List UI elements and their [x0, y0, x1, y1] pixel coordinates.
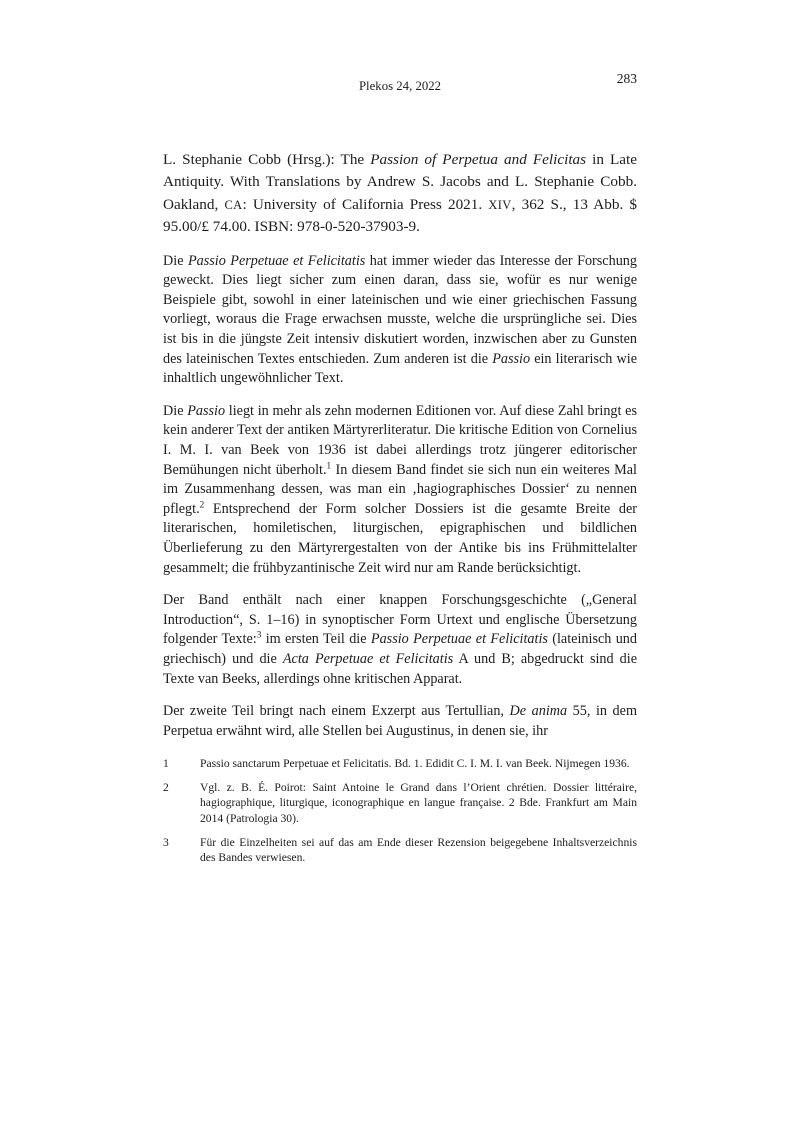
footnote-number: 2 [163, 780, 169, 794]
footnote-2 [163, 780, 637, 827]
footnote-text: Für die Einzelheiten sei auf das am Ende dieser Rezension beigegebene Inhaltsverzeichnis des Bandes verwiesen. [200, 835, 637, 865]
review-heading: L. Stephanie Cobb (Hrsg.): The Passion of Perpetua and Felicitas in Late Antiquity. With Translations by Andrew S. Jacobs and L. Stephanie Cobb. Oakland, CA: University of California Press 2021. XIV, 362 S., 13 Abb. $ 95.00/£ 74.00. ISBN: 978-0-520-37903-9. [163, 151, 638, 236]
page-content [163, 71, 637, 866]
page-header [163, 71, 637, 92]
body-paragraph-4: Der zweite Teil bringt nach einem Exzerpt aus Tertullian, De anima 55, in dem Perpetua erwähnt wird, alle Stellen bei Augustinus, in denen sie, ihr [163, 703, 637, 739]
journal-title: Plekos 24, 2022 [358, 79, 442, 93]
footnote-text: Vgl. z. B. É. Poirot: Saint Antoine le Grand dans l’Orient chrétien. Dossier littéraire, hagiographique, liturgique, iconographique en langue française. 2 Bde. Frankfurt am Main 2014 (Patrologia 30). [200, 780, 637, 826]
footnote-text: Passio sanctarum Perpetuae et Felicitatis. Bd. 1. Edidit C. I. M. I. van Beek. Nijmegen 1936. [200, 757, 630, 771]
page-number: 283 [616, 71, 637, 86]
footnote-3 [163, 835, 637, 866]
footnote-number: 1 [163, 757, 169, 771]
footnote-number: 3 [163, 835, 169, 849]
body-paragraph-2: Die Passio liegt in mehr als zehn modernen Editionen vor. Auf diese Zahl bringt es kein anderer Text der antiken Märtyrerliteratur. Die kritische Edition von Cornelius I. M. I. van Beek von 1936 ist dabei allerdings trotz jüngerer editorischer Bemühungen nicht überholt.$^1$ In diesem Band findet sie sich nun ein weiteres Mal im Zusammenhang dessen, was man ein ‚hagiographisches Dossier‘ zu nennen pflegt.$^2$ Entsprechend der Form solcher Dossiers ist die gesamte Breite der literarischen, homiletischen, liturgischen, epigraphischen und bildlichen Überlieferung zu den Märtyrergestalten von der Antike bis ins Frühmittelalter gesammelt; die frühbyzantinische Zeit wird nur am Rande berücksichtigt. [163, 402, 637, 576]
footnote-1 [163, 756, 637, 772]
body-paragraph-1: Die Passio Perpetuae et Felicitatis hat immer wieder das Interesse der Forschung geweckt. Dies liegt sicher zum einen daran, dass sie, wofür es nur wenige Beispiele gibt, sowohl in einer lateinischen und wie einer griechischen Fassung vorliegt, woraus die Frage erwachsen musste, welche die ursprüngliche sei. Dies ist bis in die jüngste Zeit intensiv diskutiert worden, inzwischen aber zu Gunsten des lateinischen Textes entschieden. Zum anderen ist die Passio ein literarisch wie inhaltlich ungewöhnlicher Text. [163, 252, 637, 387]
body-paragraph-3: Der Band enthält nach einer knappen Forschungsgeschichte („General Introduction“, S. 1–16) in synoptischer Form Urtext und englische Übersetzung folgender Texte:$^3$ im ersten Teil die Passio Perpetuae et Felicitatis (lateinisch und griechisch) und die Acta Perpetuae et Felicitatis A und B; abgedruckt sind die Texte van Beeks, allerdings ohne kritischen Apparat. [163, 592, 637, 687]
footnotes-section [163, 756, 637, 866]
